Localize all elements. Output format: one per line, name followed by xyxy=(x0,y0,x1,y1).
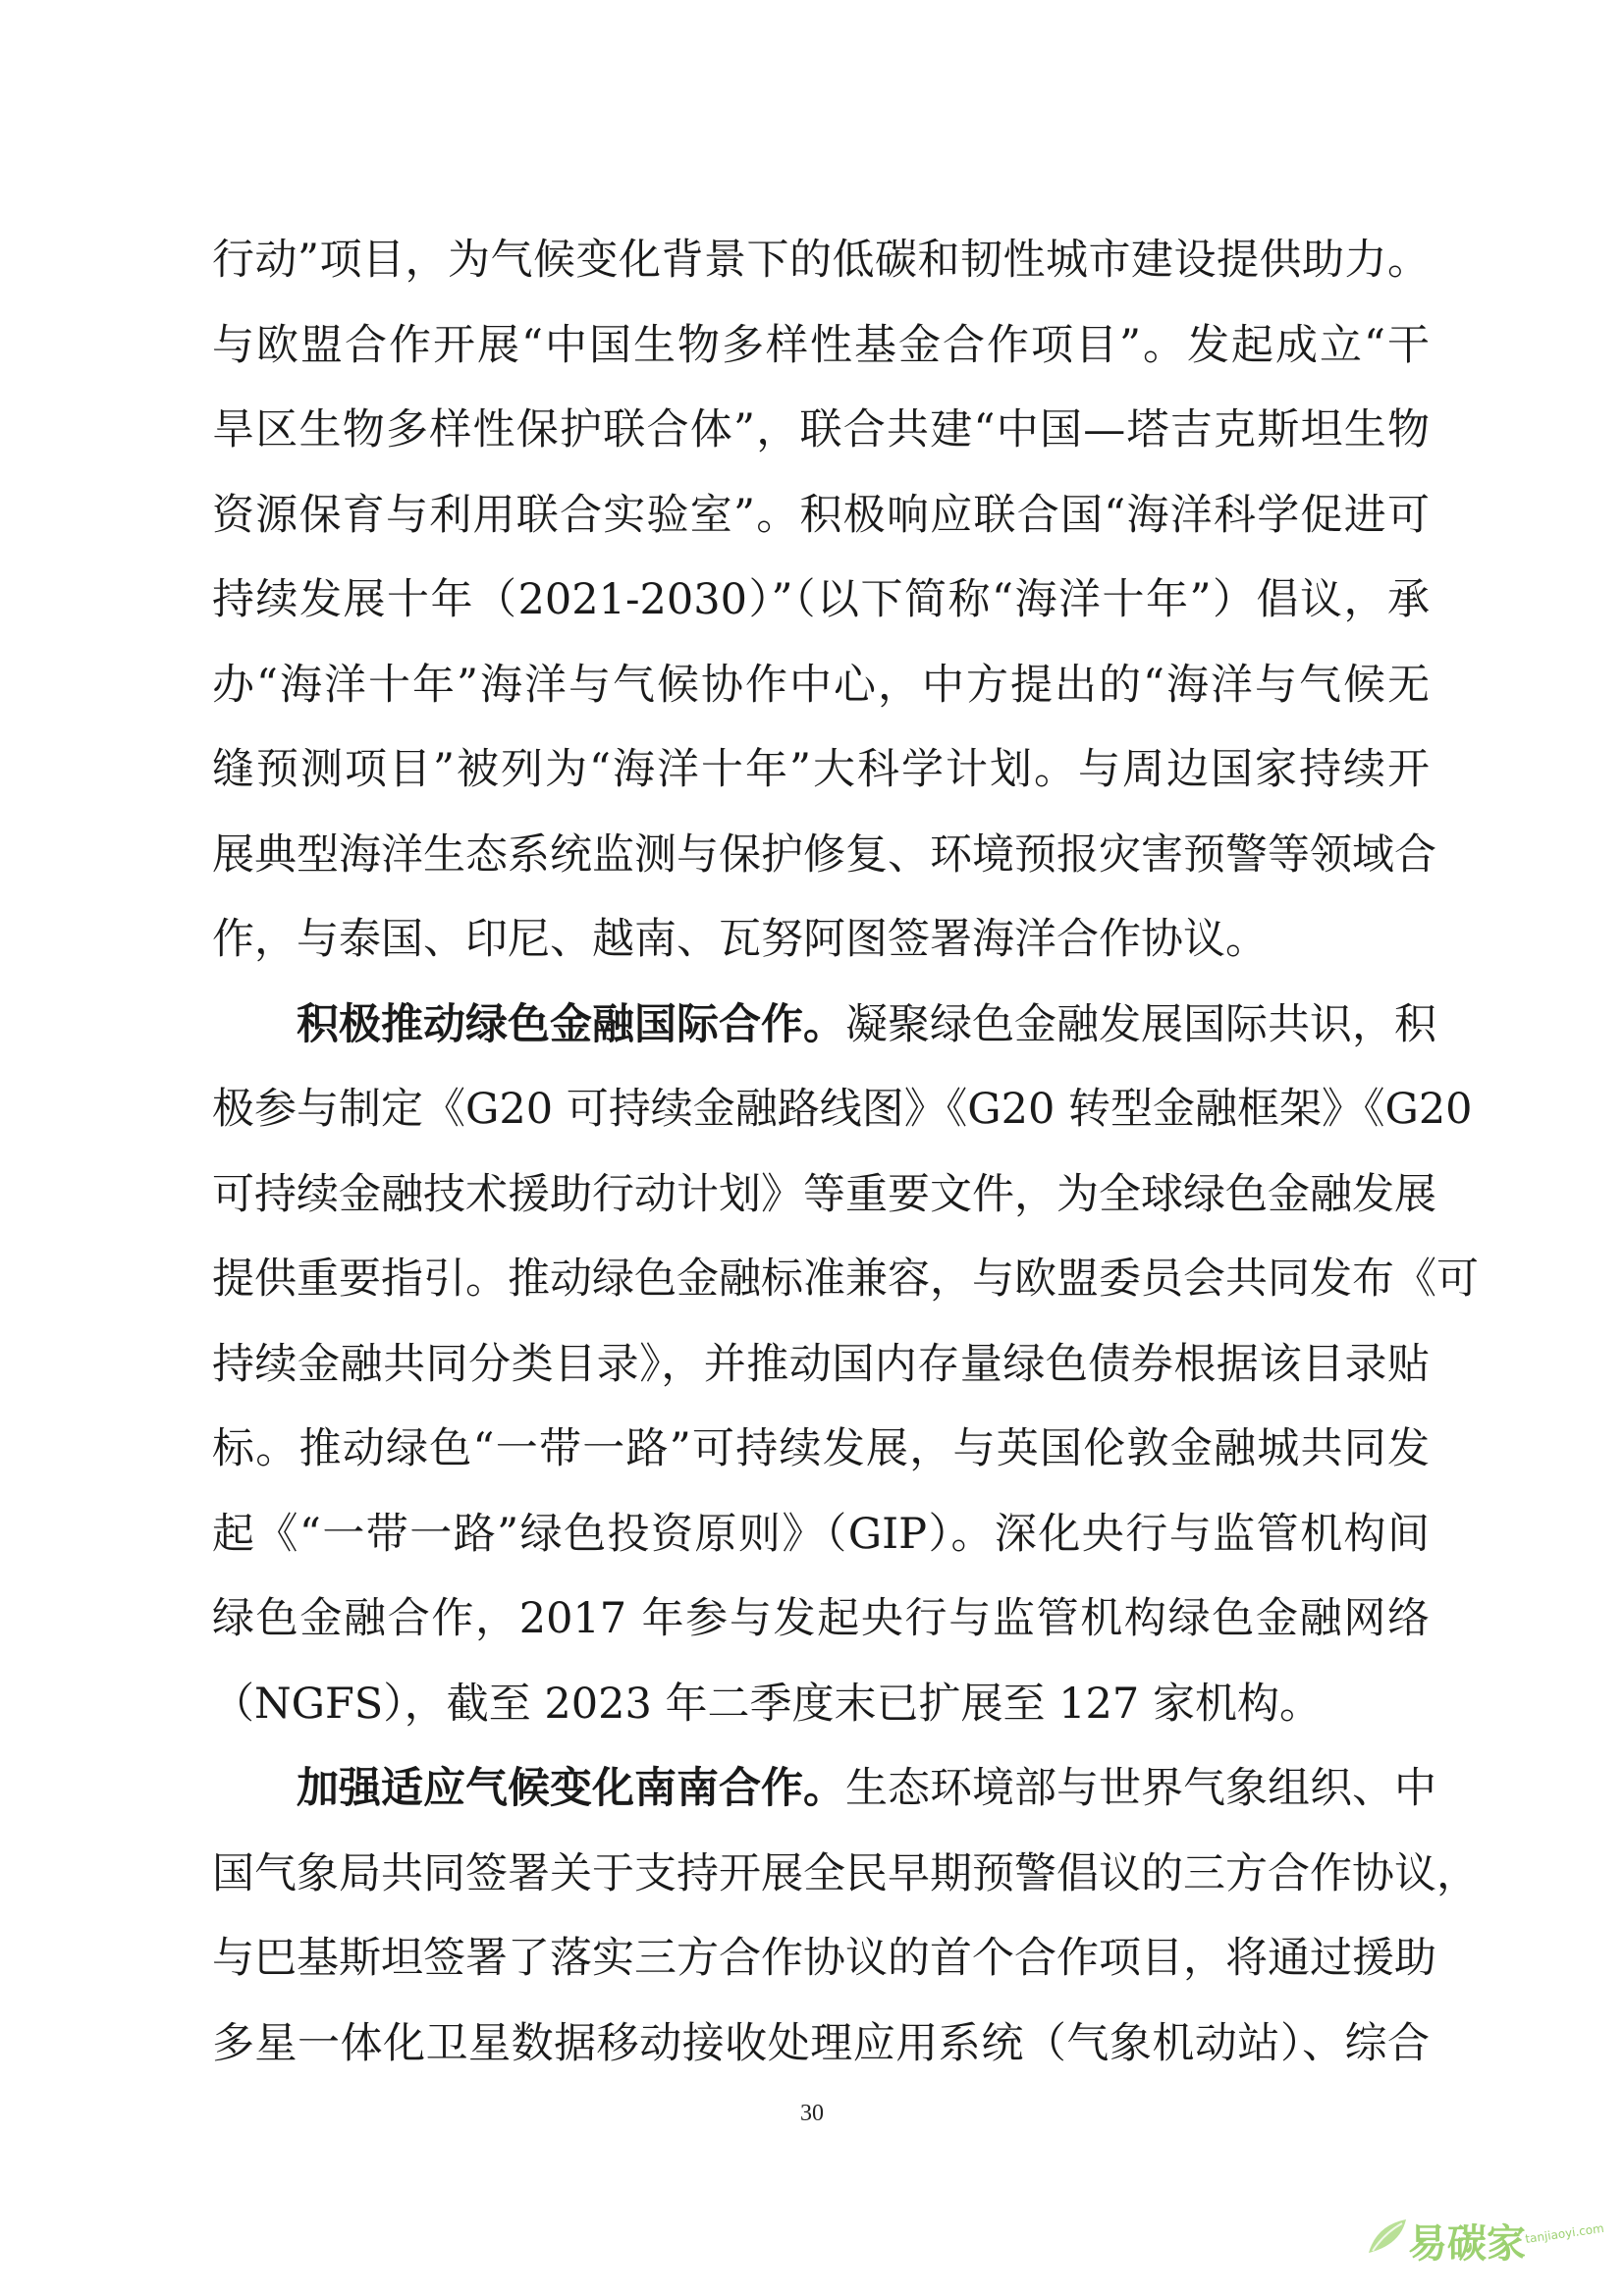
text-line: 提供重要指引。推动绿色金融标准兼容，与欧盟委员会共同发布《可 xyxy=(212,1255,1479,1304)
text-line: 可持续金融技术援助行动计划》等重要文件，为全球绿色金融发展 xyxy=(212,1169,1436,1219)
text-line: （NGFS），截至 2023 年二季度末已扩展至 127 家机构。 xyxy=(212,1679,1322,1729)
paragraph-first-line xyxy=(212,983,1436,1068)
text-line: 标。推动绿色“一带一路”可持续发展，与英国伦敦金融城共同发 xyxy=(212,1424,1430,1473)
paragraph-ocean xyxy=(212,218,1436,983)
text-line: 极参与制定《G20 可持续金融路线图》《G20 转型金融框架》《G20 xyxy=(212,1085,1473,1134)
text-line: 与欧盟合作开展“中国生物多样性基金合作项目”。发起成立“干 xyxy=(212,320,1430,370)
page-number: 30 xyxy=(800,2101,824,2126)
text-line: 缝预测项目”被列为“海洋十年”大科学计划。与周边国家持续开 xyxy=(212,745,1430,794)
text-line: 行动”项目，为气候变化背景下的低碳和韧性城市建设提供助力。 xyxy=(212,236,1430,285)
paragraph-lead-heading: 加强适应气候变化南南合作。 xyxy=(297,1764,845,1813)
text-line: 持续发展十年（2021-2030）”（以下简称“海洋十年”）倡议，承 xyxy=(212,575,1430,624)
text-line: 展典型海洋生态系统监测与保护修复、环境预报灾害预警等领域合 xyxy=(212,829,1436,880)
text-line: 国气象局共同签署关于支持开展全民早期预警倡议的三方合作协议， xyxy=(212,1848,1479,1898)
paragraph-lead-text: 凝聚绿色金融发展国际共识，积 xyxy=(845,999,1436,1049)
text-line: 与巴基斯坦签署了落实三方合作协议的首个合作项目，将通过援助 xyxy=(212,1934,1436,1983)
paragraph-south-south xyxy=(212,1746,1479,2086)
text-line: 资源保育与利用联合实验室”。积极响应联合国“海洋科学促进可 xyxy=(212,490,1430,540)
paragraph-green-finance xyxy=(212,983,1479,1747)
text-line: 持续金融共同分类目录》，并推动国内存量绿色债券根据该目录贴 xyxy=(212,1339,1430,1389)
leaf-logo-icon xyxy=(1349,2206,1605,2274)
text-line: 绿色金融合作，2017 年参与发起央行与监管机构绿色金融网络 xyxy=(212,1594,1430,1643)
text-line: 多星一体化卫星数据移动接收处理应用系统（气象机动站）、综合 xyxy=(212,2018,1430,2068)
text-line: 旱区生物多样性保护联合体”，联合共建“中国—塔吉克斯坦生物 xyxy=(212,405,1430,454)
watermark-logo xyxy=(1349,2206,1605,2274)
text-line: 起《“一带一路”绿色投资原则》（GIP）。深化央行与监管机构间 xyxy=(212,1509,1430,1559)
page-body xyxy=(212,218,1479,2086)
paragraph-first-line xyxy=(212,1746,1436,1832)
svg-text:易碳家: 易碳家 xyxy=(1408,2221,1526,2267)
paragraph-lead-text: 生态环境部与世界气象组织、中 xyxy=(845,1764,1436,1813)
svg-text:tanjiaoyi.com: tanjiaoyi.com xyxy=(1524,2220,1605,2246)
paragraph-lead-heading: 积极推动绿色金融国际合作。 xyxy=(297,999,845,1049)
text-line: 办“海洋十年”海洋与气候协作中心，中方提出的“海洋与气候无 xyxy=(212,660,1430,710)
text-line: 作，与泰国、印尼、越南、瓦努阿图签署海洋合作协议。 xyxy=(212,915,1268,964)
